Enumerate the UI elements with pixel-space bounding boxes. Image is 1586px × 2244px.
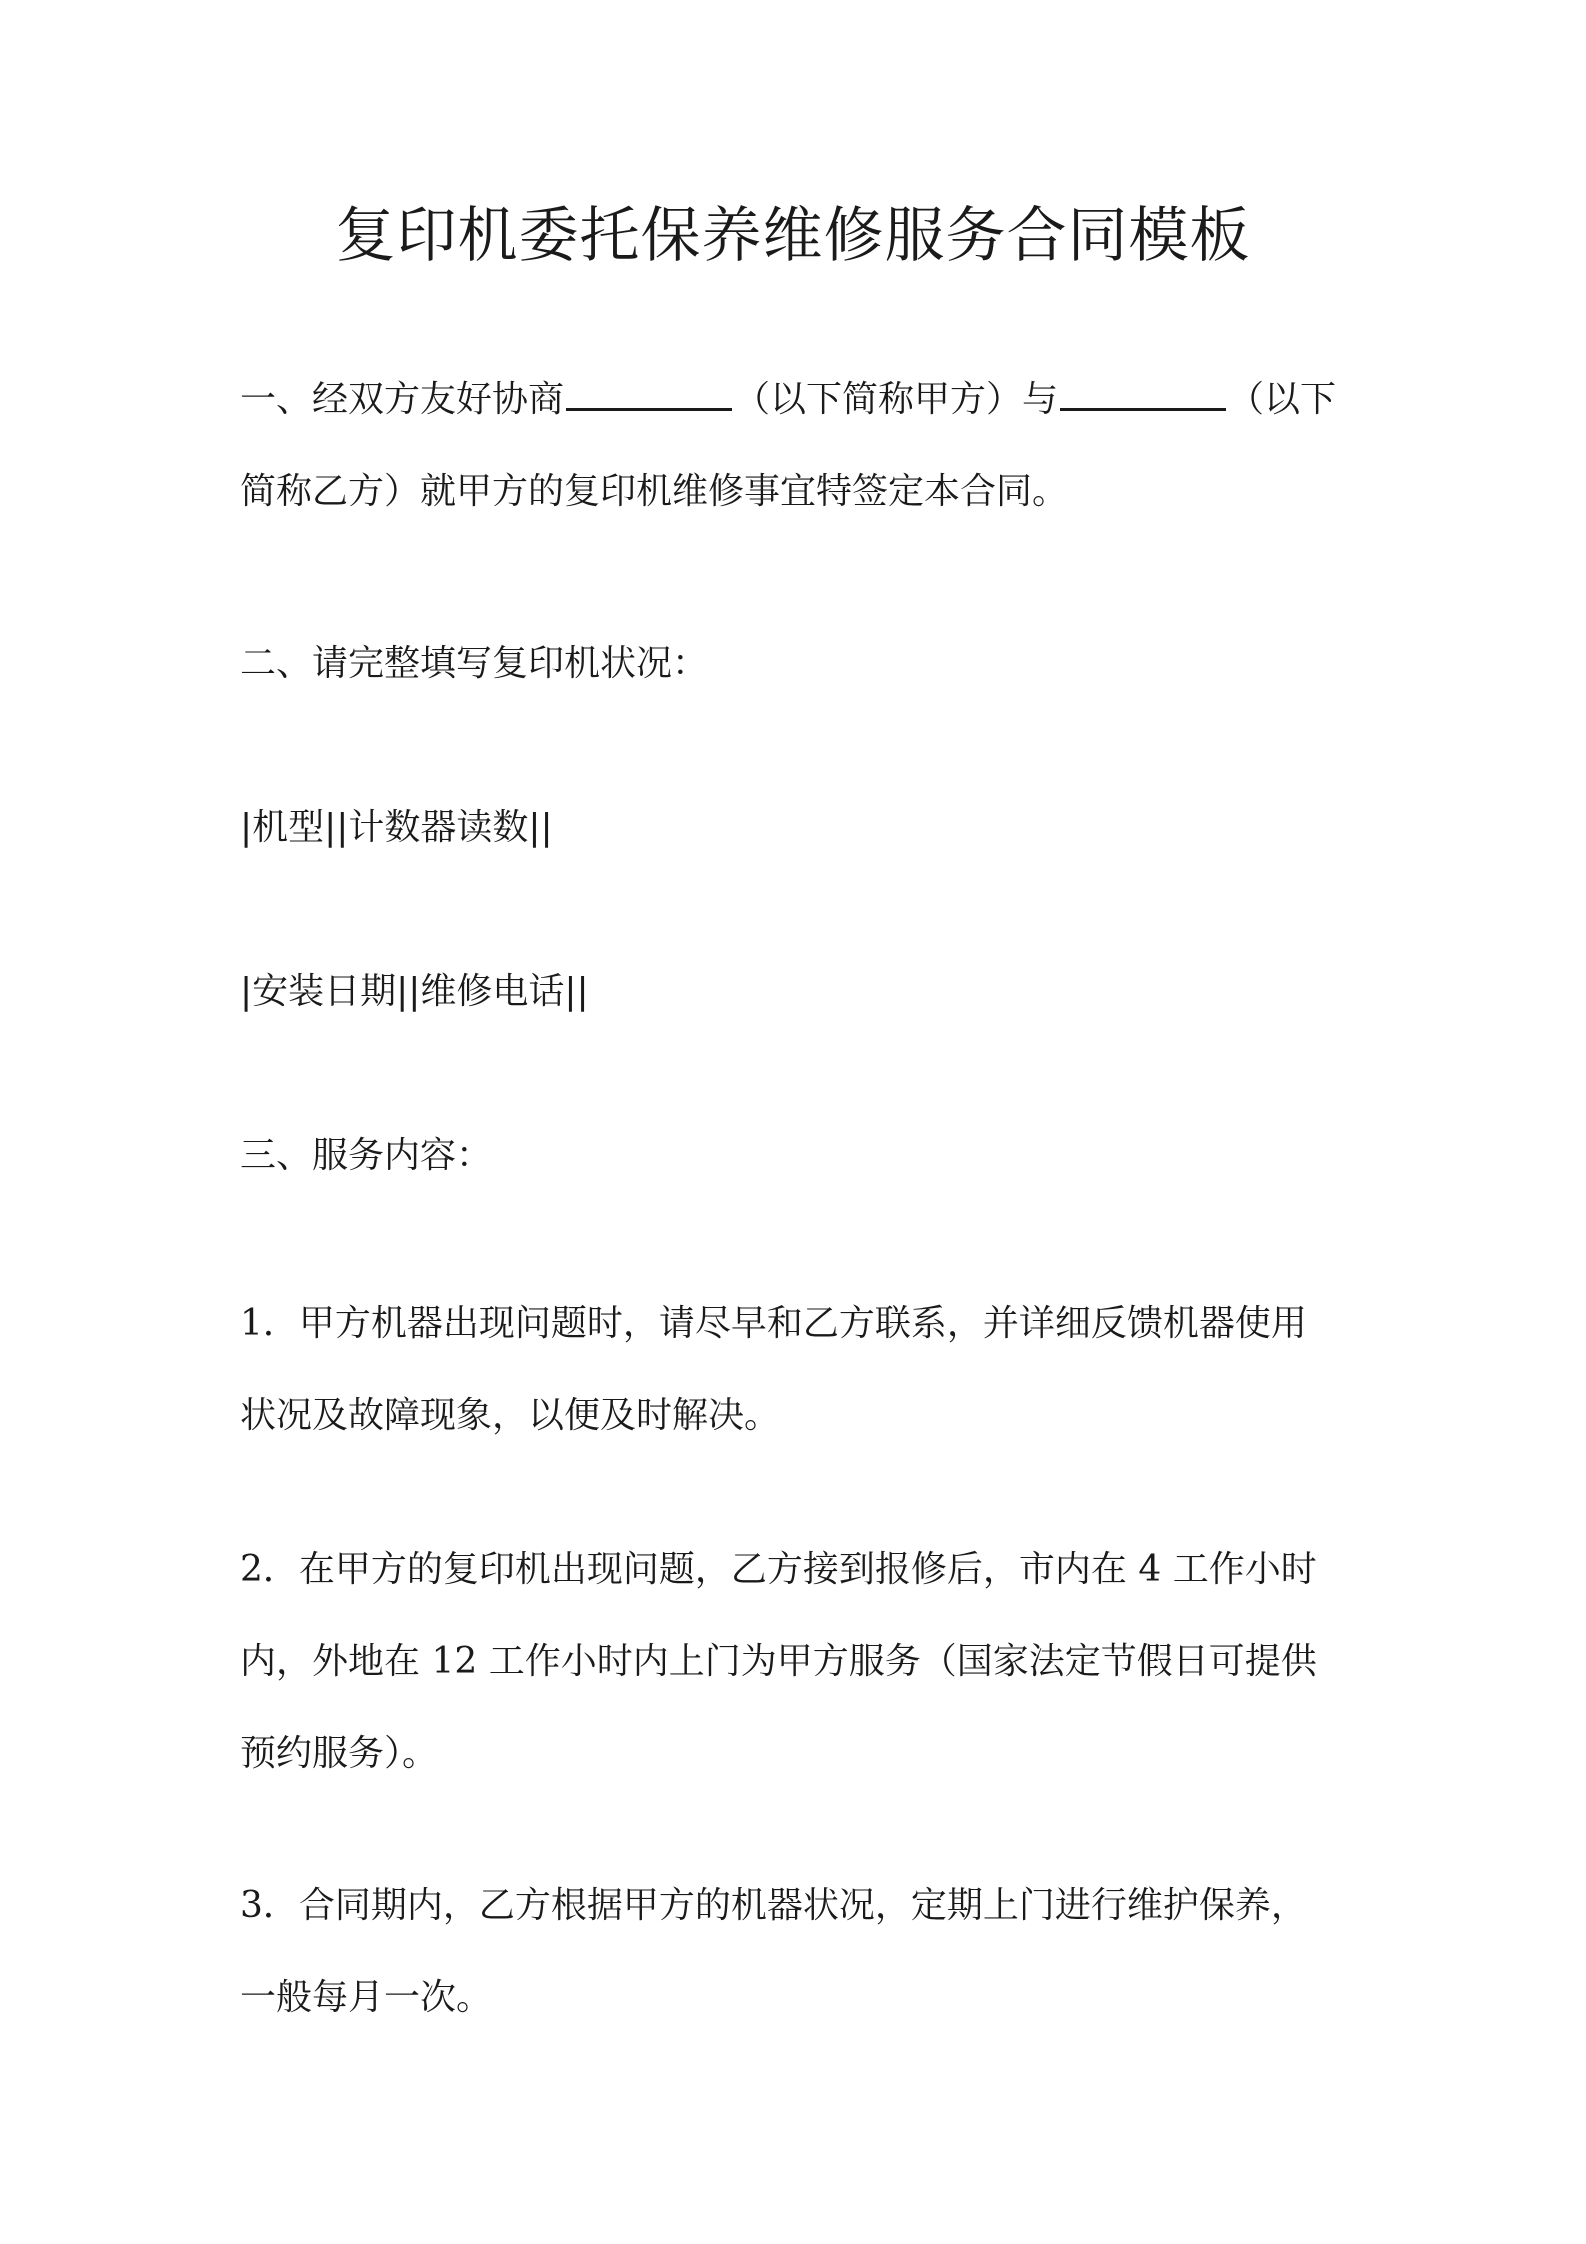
machine-info-row-2: |安装日期||维修电话||: [240, 971, 589, 1012]
party-b-blank: [1060, 372, 1226, 411]
service-item-3-line-2: 一般每月一次。: [240, 1977, 493, 2018]
section-3-heading: 三、服务内容：: [240, 1135, 493, 1176]
section-1-paragraph: [240, 354, 1355, 538]
service-item-1-line-2: 状况及故障现象，以便及时解决。: [240, 1395, 781, 1436]
party-a-blank: [566, 372, 732, 411]
section-1-line-1: [240, 354, 1355, 446]
section-2-heading: 二、请完整填写复印机状况：: [240, 643, 709, 684]
service-item-3: [240, 1860, 1355, 2044]
service-item-3-line-1: 3．合同期内，乙方根据甲方的机器状况，定期上门进行维护保养，: [240, 1885, 1307, 1926]
machine-info-row-1: |机型||计数器读数||: [240, 807, 553, 848]
service-item-2-line-2: 内，外地在 12 工作小时内上门为甲方服务（国家法定节假日可提供: [240, 1641, 1317, 1682]
service-item-2-line-1: 2．在甲方的复印机出现问题，乙方接到报修后，市内在 4 工作小时: [240, 1549, 1317, 1590]
service-item-1: [240, 1278, 1355, 1462]
section-1-text-c: （以下: [1228, 379, 1337, 420]
section-1-text-a: 一、经双方友好协商: [240, 379, 565, 420]
document-title: 复印机委托保养维修服务合同模板: [335, 201, 1251, 271]
section-1-text-b: （以下简称甲方）与: [734, 379, 1059, 420]
service-item-2: [240, 1524, 1355, 1800]
service-item-1-line-1: 1．甲方机器出现问题时，请尽早和乙方联系，并详细反馈机器使用: [240, 1303, 1307, 1344]
service-item-2-line-3: 预约服务）。: [240, 1733, 439, 1774]
section-1-line-2: 简称乙方）就甲方的复印机维修事宜特签定本合同。: [240, 471, 1069, 512]
